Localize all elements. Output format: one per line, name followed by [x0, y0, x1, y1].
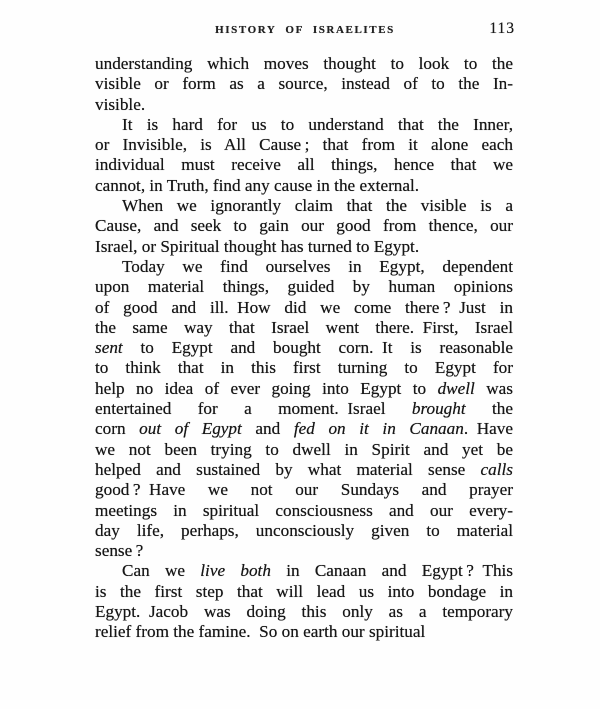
text-line: [95, 460, 513, 480]
body-text: of good and ill. How did we come there ? Just in: [95, 297, 513, 317]
text-line: [95, 358, 513, 378]
body-text: visible or form as a source, instead of to the In-: [95, 74, 513, 94]
text-line: [95, 277, 513, 297]
text-block: [95, 54, 513, 643]
body-text: visible.: [95, 94, 146, 114]
body-text: Israel, or Spiritual thought has turned to Egypt.: [95, 236, 420, 256]
body-text: helped and sustained by what material sense: [95, 459, 481, 479]
text-line: [95, 582, 513, 602]
text-line: [95, 379, 513, 399]
text-line: [95, 480, 513, 500]
text-line: [95, 399, 513, 419]
body-text: is the first step that will lead us into bondage in: [95, 581, 513, 601]
body-text: understanding which moves thought to look to the: [95, 54, 513, 73]
text-line: [95, 338, 513, 358]
text-line: [95, 155, 513, 175]
body-text: the: [465, 399, 513, 419]
italic-text: calls: [480, 459, 513, 479]
body-text: was: [474, 378, 513, 398]
text-line: [95, 541, 513, 561]
text-line: [95, 54, 513, 74]
text-line: [95, 176, 513, 196]
body-text: Can we: [122, 561, 201, 581]
body-text: good ? Have we not our Sundays and prayer: [95, 480, 513, 500]
text-line: [95, 440, 513, 460]
body-text: to think that in this first turning to Egypt for: [95, 358, 513, 378]
text-line: [95, 257, 513, 277]
text-line: [95, 602, 513, 622]
body-text: cannot, in Truth, find any cause in the external.: [95, 175, 420, 195]
body-text: corn: [95, 419, 140, 439]
italic-text: dwell: [437, 378, 475, 398]
italic-text: live both: [200, 561, 271, 581]
body-text: Today we find ourselves in Egypt, dependent: [122, 256, 513, 276]
body-text: we not been trying to dwell in Spirit and yet be: [95, 439, 513, 459]
text-line: [95, 237, 513, 257]
body-text: entertained for a moment. Israel: [95, 399, 412, 419]
text-line: [95, 318, 513, 338]
text-line: [95, 115, 513, 135]
text-line: [95, 521, 513, 541]
italic-text: sent: [95, 338, 123, 358]
body-text: and: [241, 419, 294, 439]
body-text: Egypt. Jacob was doing this only as a temporary: [95, 602, 513, 622]
text-line: [95, 196, 513, 216]
text-line: [95, 561, 513, 581]
body-text: help no idea of ever going into Egypt to: [95, 378, 438, 398]
italic-text: out of Egypt: [139, 419, 242, 439]
text-line: [95, 135, 513, 155]
text-line: [95, 74, 513, 94]
body-text: meetings in spiritual consciousness and our every-: [95, 500, 513, 520]
page-number: 113: [489, 20, 515, 37]
body-text: . Have: [463, 419, 513, 439]
running-head: [95, 20, 515, 38]
body-text: It is hard for us to understand that the Inner,: [122, 114, 513, 134]
text-line: [95, 419, 513, 439]
text-line: [95, 216, 513, 236]
body-text: sense ?: [95, 541, 144, 561]
body-text: to Egypt and bought corn. It is reasonable: [122, 338, 513, 358]
text-line: [95, 95, 513, 115]
body-text: in Canaan and Egypt ? This: [270, 561, 513, 581]
body-text: When we ignorantly claim that the visible is a: [122, 196, 513, 216]
italic-text: brought: [411, 399, 466, 419]
page-title: HISTORY OF ISRAELITES: [215, 24, 395, 36]
text-line: [95, 501, 513, 521]
body-text: relief from the famine. So on earth our spiritual: [95, 622, 426, 642]
body-text: day life, perhaps, unconsciously given to material: [95, 520, 513, 540]
body-text: or Invisible, is All Cause ; that from it alone each: [95, 135, 513, 155]
body-text: upon material things, guided by human opinions: [95, 277, 513, 297]
body-text: Cause, and seek to gain our good from thence, our: [95, 216, 513, 236]
text-line: [95, 622, 513, 642]
text-line: [95, 298, 513, 318]
body-text: the same way that Israel went there. First, Israel: [95, 317, 513, 337]
italic-text: fed on it in Canaan: [293, 419, 464, 439]
body-text: individual must receive all things, hence that we: [95, 155, 513, 175]
